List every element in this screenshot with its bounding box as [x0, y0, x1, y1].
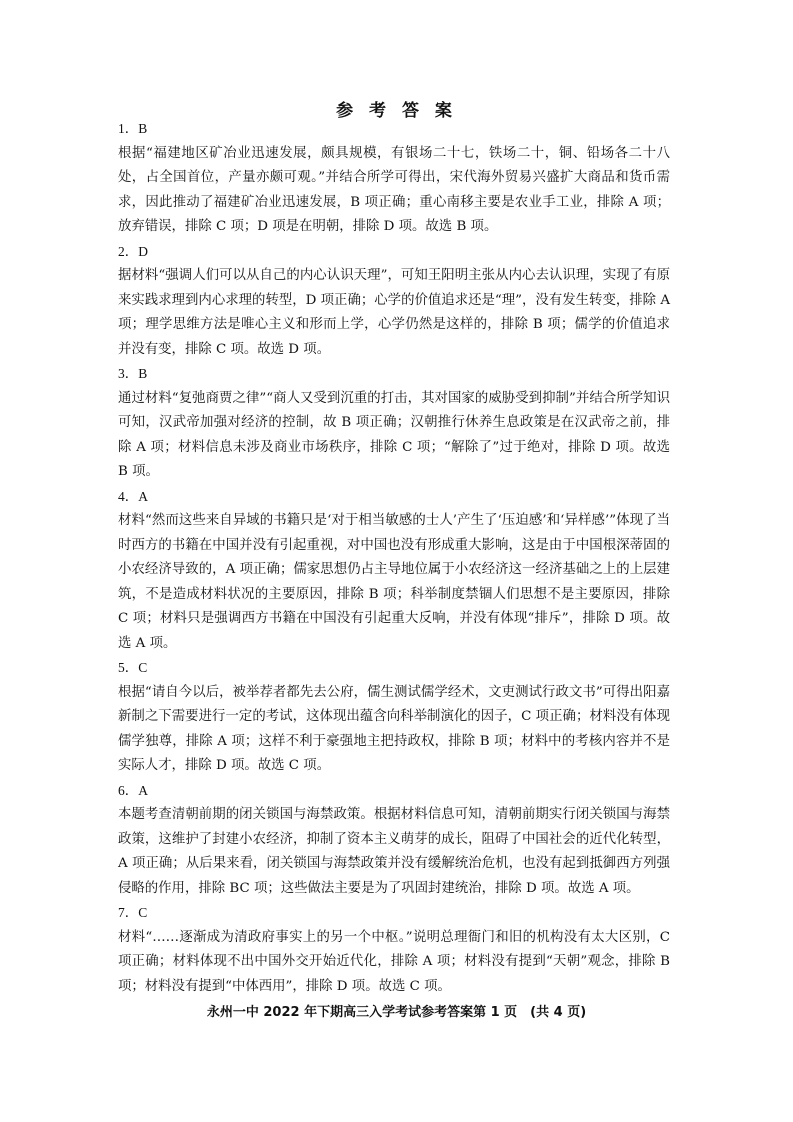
- answer-item: [118, 485, 670, 657]
- question-number: 2．D: [118, 243, 148, 259]
- answer-explanation: 材料“……逐渐成为清政府事实上的另一个中枢。”说明总理衙门和旧的机构没有太大区别，C 项正确；材料体现不出中国外交开始近代化，排除 A 项；材料没有提到“天朝”观念，排除 B 项；材料没有提到“中体西用”，排除 D 项。故选 C 项。: [118, 929, 670, 994]
- answer-explanation: 据材料“强调人们可以从自己的内心认识天理”，可知王阳明主张从内心去认识理，实现了有原来实践求理到内心求理的转型，D 项正确；心学的价值追求还是“理”，没有发生转变，排除 A 项；理学思维方法是唯心主义和形而上学，心学仍然是这样的，排除 B 项；儒学的价值追求并没有变，排除 C 项。故选 D 项。: [118, 268, 670, 357]
- answer-explanation: 根据“福建地区矿冶业迅速发展，颇具规模，有银场二十七，铁场二十，铜、铅场各二十八处，占全国首位，产量亦颇可观。”并结合所学可得出，宋代海外贸易兴盛扩大商品和货币需求，因此推动了福建矿冶业迅速发展，B 项正确；重心南移主要是农业手工业，排除 A 项；放弃错误，排除 C 项；D 项是在明朝，排除 D 项。故选 B 项。: [118, 145, 670, 234]
- question-number: 4．A: [118, 488, 148, 504]
- answer-list: [118, 117, 670, 999]
- question-number: 3．B: [118, 366, 148, 381]
- answer-explanation: 根据“请自今以后，被举荐者都先去公府，儒生测试儒学经术，文吏测试行政文书”可得出阳嘉新制之下需要进行一定的考试，这体现出蕴含向科举制演化的因子，C 项正确；材料没有体现儒学独尊，排除 A 项；这样不利于豪强地主把持政权，排除 B 项；材料中的考核内容并不是实际人才，排除 D 项。故选 C 项。: [118, 684, 670, 773]
- answer-explanation: 通过材料“复弛商贾之律”“商人又受到沉重的打击，其对国家的威胁受到抑制”并结合所学知识可知，汉武帝加强对经济的控制，故 B 项正确；汉朝推行休养生息政策是在汉武帝之前，排除 A 项；材料信息未涉及商业市场秩序，排除 C 项；“解除了”过于绝对，排除 D 项。故选 B 项。: [118, 390, 670, 479]
- question-number: 7．C: [118, 905, 148, 920]
- question-number: 1．B: [118, 121, 148, 136]
- answer-item: [118, 901, 670, 999]
- answer-item: [118, 117, 670, 240]
- answer-item: [118, 240, 670, 363]
- page-title: 参 考 答 案: [336, 101, 457, 121]
- answer-explanation: 材料“然而这些来自异域的书籍只是‘对于相当敏感的士人’产生了‘压迫感’和‘异样感’”体现了当时西方的书籍在中国并没有引起重视，对中国也没有形成重大影响，这是由于中国根深蒂固的小农经济导致的，A 项正确；儒家思想仍占主导地位属于小农经济这一经济基础之上的上层建筑，不是造成材料状况的主要原因，排除 B 项；科举制度禁锢人们思想不是主要原因，排除 C 项；材料只是强调西方书籍在中国没有引起重大反响，并没有体现“排斥”，排除 D 项。故选 A 项。: [118, 513, 670, 651]
- page-footer: 永州一中 2022 年下期高三入学考试参考答案第 1 页 (共 4 页): [206, 1005, 587, 1020]
- answer-item: [118, 779, 670, 902]
- answer-item: [118, 362, 670, 485]
- answer-item: [118, 656, 670, 779]
- answer-explanation: 本题考查清朝前期的闭关锁国与海禁政策。根据材料信息可知，清朝前期实行闭关锁国与海禁政策，这维护了封建小农经济，抑制了资本主义萌芽的成长，阻碍了中国社会的近代化转型，A 项正确；从后果来看，闭关锁国与海禁政策并没有缓解统治危机，也没有起到抵御西方列强侵略的作用，排除 BC 项；这些做法主要是为了巩固封建统治，排除 D 项。故选 A 项。: [118, 807, 670, 896]
- question-number: 5．C: [118, 660, 148, 675]
- question-number: 6．A: [118, 782, 148, 798]
